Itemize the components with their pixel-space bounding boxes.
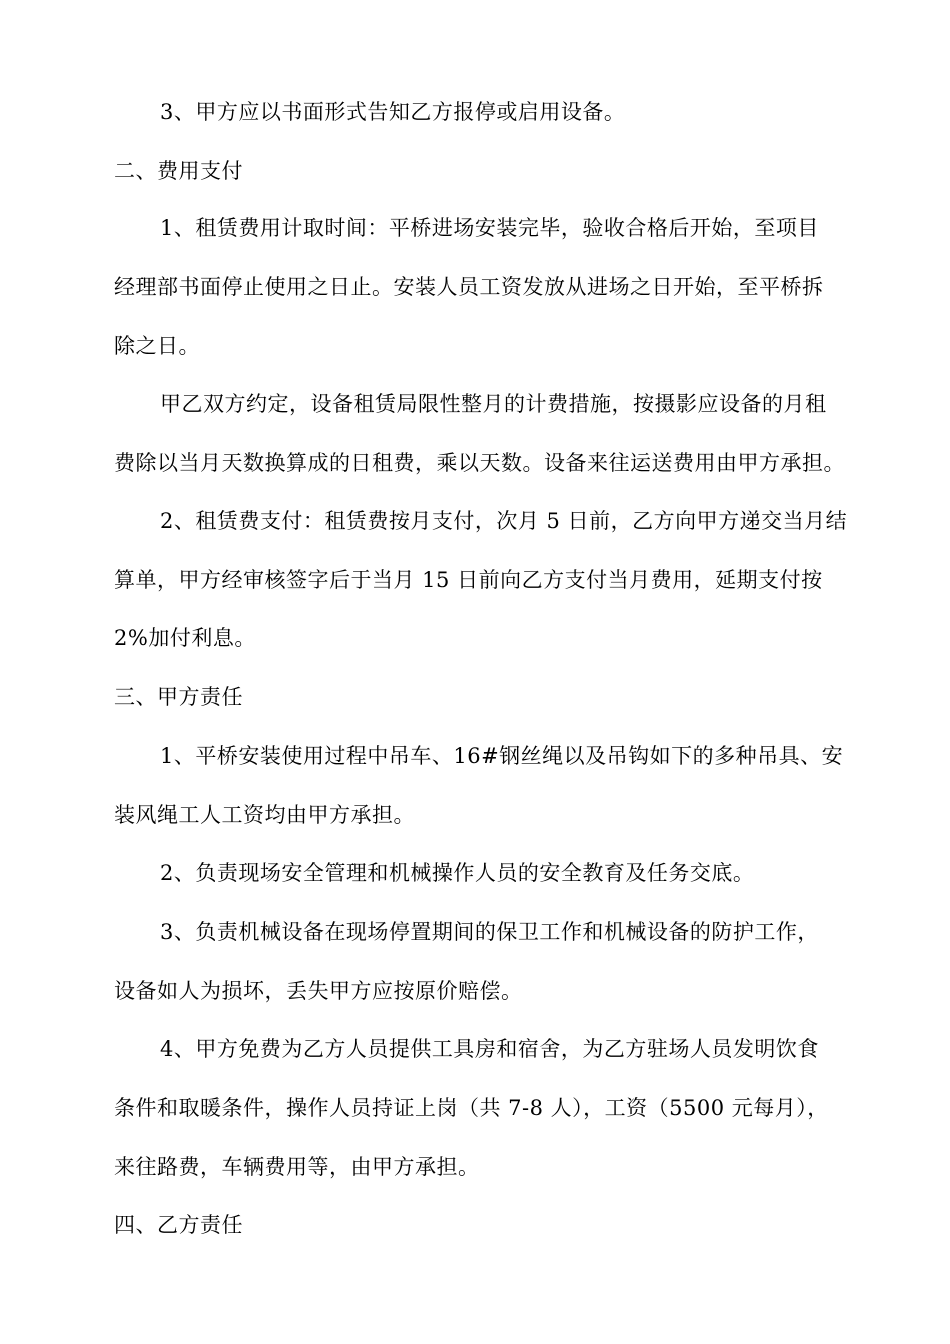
- paragraph-line: 除之日。: [114, 334, 200, 358]
- paragraph-line: 4、甲方免费为乙方人员提供工具房和宿舍，为乙方驻场人员发明饮食: [160, 1037, 819, 1061]
- paragraph-line: 费除以当月天数换算成的日租费，乘以天数。设备来往运送费用由甲方承担。: [114, 451, 845, 475]
- paragraph-line: 经理部书面停止使用之日止。安装人员工资发放从进场之日开始，至平桥拆: [114, 275, 824, 299]
- paragraph-line: 装风绳工人工资均由甲方承担。: [114, 803, 415, 827]
- section-heading: 四、乙方责任: [114, 1213, 243, 1237]
- paragraph-line: 2、负责现场安全管理和机械操作人员的安全教育及任务交底。: [160, 861, 755, 885]
- paragraph-line: 2、租赁费支付：租赁费按月支付，次月 5 日前，乙方向甲方递交当月结: [160, 509, 848, 533]
- paragraph-line: 来往路费，车辆费用等，由甲方承担。: [114, 1155, 480, 1179]
- paragraph-line: 算单，甲方经审核签字后于当月 15 日前向乙方支付当月费用，延期支付按: [114, 568, 823, 592]
- section-heading: 三、甲方责任: [114, 685, 243, 709]
- paragraph-line: 1、平桥安装使用过程中吊车、16#钢丝绳以及吊钩如下的多种吊具、安: [160, 744, 844, 768]
- paragraph-line: 2%加付利息。: [114, 626, 256, 650]
- paragraph-line: 甲乙双方约定，设备租赁局限性整月的计费措施，按摄影应设备的月租: [160, 392, 827, 416]
- section-heading: 二、费用支付: [114, 159, 243, 183]
- paragraph-line: 3、甲方应以书面形式告知乙方报停或启用设备。: [160, 100, 626, 124]
- paragraph-line: 3、负责机械设备在现场停置期间的保卫工作和机械设备的防护工作，: [160, 920, 819, 944]
- paragraph-line: 条件和取暖条件，操作人员持证上岗（共 7-8 人），工资（5500 元每月），: [114, 1096, 829, 1120]
- paragraph-line: 1、租赁费用计取时间：平桥进场安装完毕，验收合格后开始，至项目: [160, 216, 819, 240]
- paragraph-line: 设备如人为损坏，丢失甲方应按原价赔偿。: [114, 979, 523, 1003]
